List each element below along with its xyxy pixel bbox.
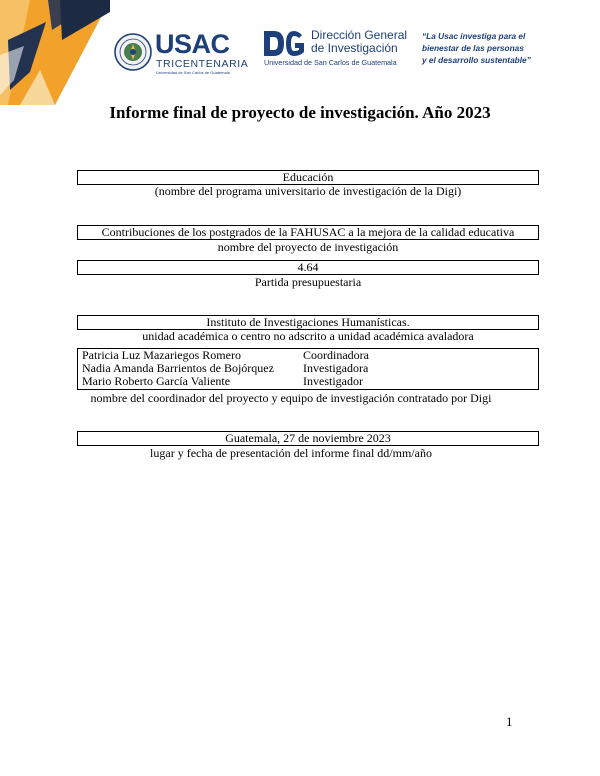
digi-title-line2: de Investigación [311,41,398,55]
slogan [422,30,572,66]
member-role: Coordinadora [303,348,369,362]
digi-logo-title [311,29,407,55]
project-box: Contribuciones de los postgrados de la FAHUSAC a la mejora de la calidad educativa [77,225,539,240]
usac-logo-subtitle: TRICENTENARIA [156,58,249,70]
digi-logo-subtitle: Universidad de San Carlos de Guatemala [264,58,397,67]
member-role: Investigadora [303,361,369,375]
slogan-line1: “La Usac investiga para el [422,31,526,41]
member-role: Investigador [303,374,363,388]
page-number: 1 [506,714,513,729]
member-name: Patricia Luz Mazariegos Romero [82,348,241,362]
corner-graphic [0,0,110,105]
usac-seal-icon [114,33,152,71]
program-caption: (nombre del programa universitario de investigación de la Digi) [154,184,462,198]
page-title: Informe final de proyecto de investigación. Año 2023 [109,103,491,122]
digi-title-line1: Dirección General [311,28,408,42]
team-caption: nombre del coordinador del proyecto y equipo de investigación contratado por Digi [90,391,492,405]
team-row [78,375,538,388]
member-name: Mario Roberto García Valiente [82,374,231,388]
team-box [77,348,539,390]
unit-box: Instituto de Investigaciones Humanísticas. [77,315,539,330]
program-box: Educación [77,170,539,185]
budget-box: 4.64 [77,260,539,275]
place-date-caption: lugar y fecha de presentación del informe final dd/mm/año [150,446,432,460]
member-name: Nadia Amanda Barrientos de Bojórquez [82,361,274,375]
project-caption: nombre del proyecto de investigación [217,240,399,254]
budget-caption: Partida presupuestaria [254,275,362,289]
unit-caption: unidad académica o centro no adscrito a unidad académica avaladora [142,329,474,343]
slogan-line3: y el desarrollo sustentable” [422,55,531,65]
usac-logo-small-text: Universidad de San Carlos de Guatemala [156,70,230,75]
place-date-box: Guatemala, 27 de noviembre 2023 [77,431,539,446]
digi-logo-icon [264,31,308,56]
slogan-line2: bienestar de las personas [422,43,524,53]
usac-logo-text: USAC [155,29,230,59]
